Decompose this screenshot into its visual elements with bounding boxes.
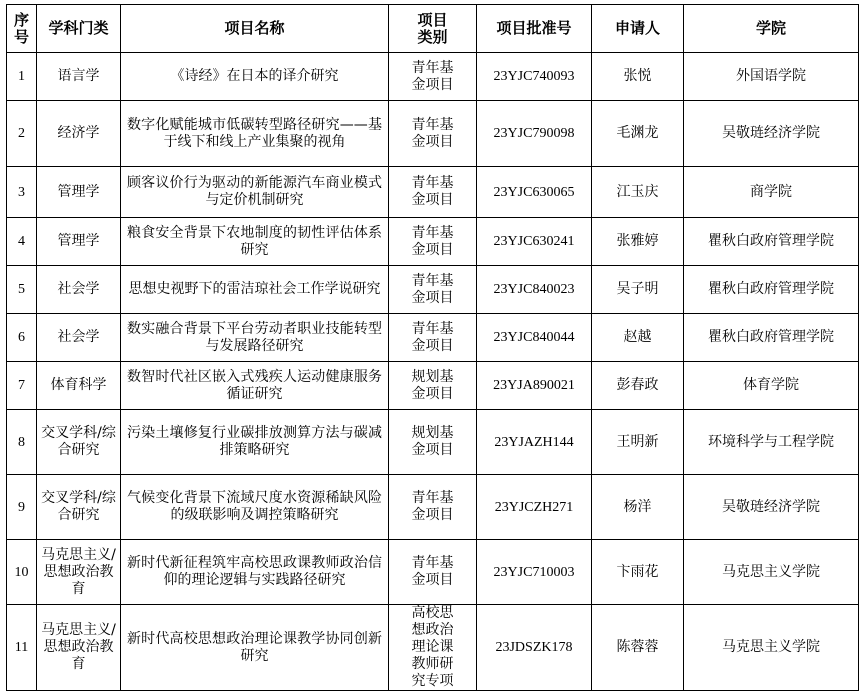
table-row	[7, 167, 859, 218]
row-type: 青年基金项目	[389, 53, 477, 101]
table-row	[7, 101, 859, 167]
row-category: 马克思主义/思想政治教育	[37, 540, 121, 605]
row-college: 瞿秋白政府管理学院	[684, 314, 859, 362]
row-college: 马克思主义学院	[684, 605, 859, 691]
row-name-text: 思想史视野下的雷洁琼社会工作学说研究	[128, 281, 381, 297]
row-applicant: 赵越	[592, 314, 684, 362]
row-index: 3	[7, 167, 37, 218]
row-code: 23YJC740093	[477, 53, 592, 101]
row-code: 23YJC630241	[477, 218, 592, 266]
row-code: 23YJC840023	[477, 266, 592, 314]
header-index: 序号	[7, 5, 37, 53]
row-code: 23YJCZH271	[477, 475, 592, 540]
row-type: 青年基金项目	[389, 101, 477, 167]
row-name	[121, 475, 389, 540]
row-code: 23YJAZH144	[477, 410, 592, 475]
row-name	[121, 314, 389, 362]
row-type: 青年基金项目	[389, 475, 477, 540]
row-type: 青年基金项目	[389, 266, 477, 314]
row-applicant: 杨洋	[592, 475, 684, 540]
header-category: 学科门类	[37, 5, 121, 53]
table-row	[7, 266, 859, 314]
row-index: 4	[7, 218, 37, 266]
row-name	[121, 53, 389, 101]
header-code: 项目批准号	[477, 5, 592, 53]
row-category: 交叉学科/综合研究	[37, 475, 121, 540]
row-category: 马克思主义/思想政治教育	[37, 605, 121, 691]
row-applicant: 吴子明	[592, 266, 684, 314]
row-name	[121, 167, 389, 218]
table-row	[7, 218, 859, 266]
row-name-text: 数字化赋能城市低碳转型路径研究——基于线下和线上产业集聚的视角	[127, 116, 382, 150]
row-name	[121, 218, 389, 266]
row-code: 23JDSZK178	[477, 605, 592, 691]
row-name-text: 顾客议价行为驱动的新能源汽车商业模式与定价机制研究	[127, 175, 382, 208]
row-applicant: 彭春政	[592, 362, 684, 410]
row-type: 青年基金项目	[389, 167, 477, 218]
row-name-text: 数实融合背景下平台劳动者职业技能转型与发展路径研究	[127, 320, 382, 354]
row-name	[121, 266, 389, 314]
row-college: 瞿秋白政府管理学院	[684, 218, 859, 266]
row-category: 社会学	[37, 314, 121, 362]
row-index: 2	[7, 101, 37, 167]
row-name-text: 《诗经》在日本的译介研究	[170, 68, 339, 84]
row-type: 规划基金项目	[389, 362, 477, 410]
row-name	[121, 362, 389, 410]
row-college: 商学院	[684, 167, 859, 218]
row-name-text: 数智时代社区嵌入式残疾人运动健康服务循证研究	[127, 368, 382, 402]
header-type: 项目类别	[389, 5, 477, 53]
row-name	[121, 605, 389, 691]
row-name	[121, 410, 389, 475]
row-applicant: 张雅婷	[592, 218, 684, 266]
row-index: 6	[7, 314, 37, 362]
table-row	[7, 362, 859, 410]
row-type: 青年基金项目	[389, 540, 477, 605]
row-name	[121, 101, 389, 167]
table-row	[7, 314, 859, 362]
row-category: 交叉学科/综合研究	[37, 410, 121, 475]
row-applicant: 卞雨花	[592, 540, 684, 605]
row-applicant: 王明新	[592, 410, 684, 475]
table-row	[7, 605, 859, 691]
row-category: 经济学	[37, 101, 121, 167]
row-index: 10	[7, 540, 37, 605]
table-row	[7, 540, 859, 605]
table-row	[7, 53, 859, 101]
row-code: 23YJC710003	[477, 540, 592, 605]
row-applicant: 江玉庆	[592, 167, 684, 218]
row-category: 管理学	[37, 167, 121, 218]
row-code: 23YJC630065	[477, 167, 592, 218]
row-index: 7	[7, 362, 37, 410]
row-category: 语言学	[37, 53, 121, 101]
table-row	[7, 475, 859, 540]
header-name: 项目名称	[121, 5, 389, 53]
row-name	[121, 540, 389, 605]
header-applicant: 申请人	[592, 5, 684, 53]
header-college: 学院	[684, 5, 859, 53]
row-index: 1	[7, 53, 37, 101]
row-college: 马克思主义学院	[684, 540, 859, 605]
row-college: 吴敬琏经济学院	[684, 101, 859, 167]
projects-table	[6, 4, 859, 691]
row-category: 管理学	[37, 218, 121, 266]
header-row	[7, 5, 859, 53]
row-applicant: 陈蓉蓉	[592, 605, 684, 691]
row-code: 23YJC840044	[477, 314, 592, 362]
row-college: 体育学院	[684, 362, 859, 410]
row-index: 9	[7, 475, 37, 540]
row-name-text: 污染土壤修复行业碳排放测算方法与碳减排策略研究	[127, 425, 382, 458]
row-name-text: 新时代新征程筑牢高校思政课教师政治信仰的理论逻辑与实践路径研究	[127, 555, 382, 588]
row-college: 环境科学与工程学院	[684, 410, 859, 475]
row-applicant: 毛渊龙	[592, 101, 684, 167]
row-category: 体育科学	[37, 362, 121, 410]
row-index: 11	[7, 605, 37, 691]
row-type: 高校思想政治理论课教师研究专项	[389, 605, 477, 691]
table-row	[7, 410, 859, 475]
row-type: 青年基金项目	[389, 218, 477, 266]
row-name-text: 新时代高校思想政治理论课教学协同创新研究	[127, 630, 382, 664]
row-category: 社会学	[37, 266, 121, 314]
row-code: 23YJA890021	[477, 362, 592, 410]
row-type: 规划基金项目	[389, 410, 477, 475]
row-college: 外国语学院	[684, 53, 859, 101]
row-type: 青年基金项目	[389, 314, 477, 362]
row-code: 23YJC790098	[477, 101, 592, 167]
row-college: 吴敬琏经济学院	[684, 475, 859, 540]
row-index: 8	[7, 410, 37, 475]
row-college: 瞿秋白政府管理学院	[684, 266, 859, 314]
row-name-text: 气候变化背景下流域尺度水资源稀缺风险的级联影响及调控策略研究	[127, 490, 382, 523]
row-index: 5	[7, 266, 37, 314]
row-applicant: 张悦	[592, 53, 684, 101]
row-name-text: 粮食安全背景下农地制度的韧性评估体系研究	[127, 224, 382, 258]
